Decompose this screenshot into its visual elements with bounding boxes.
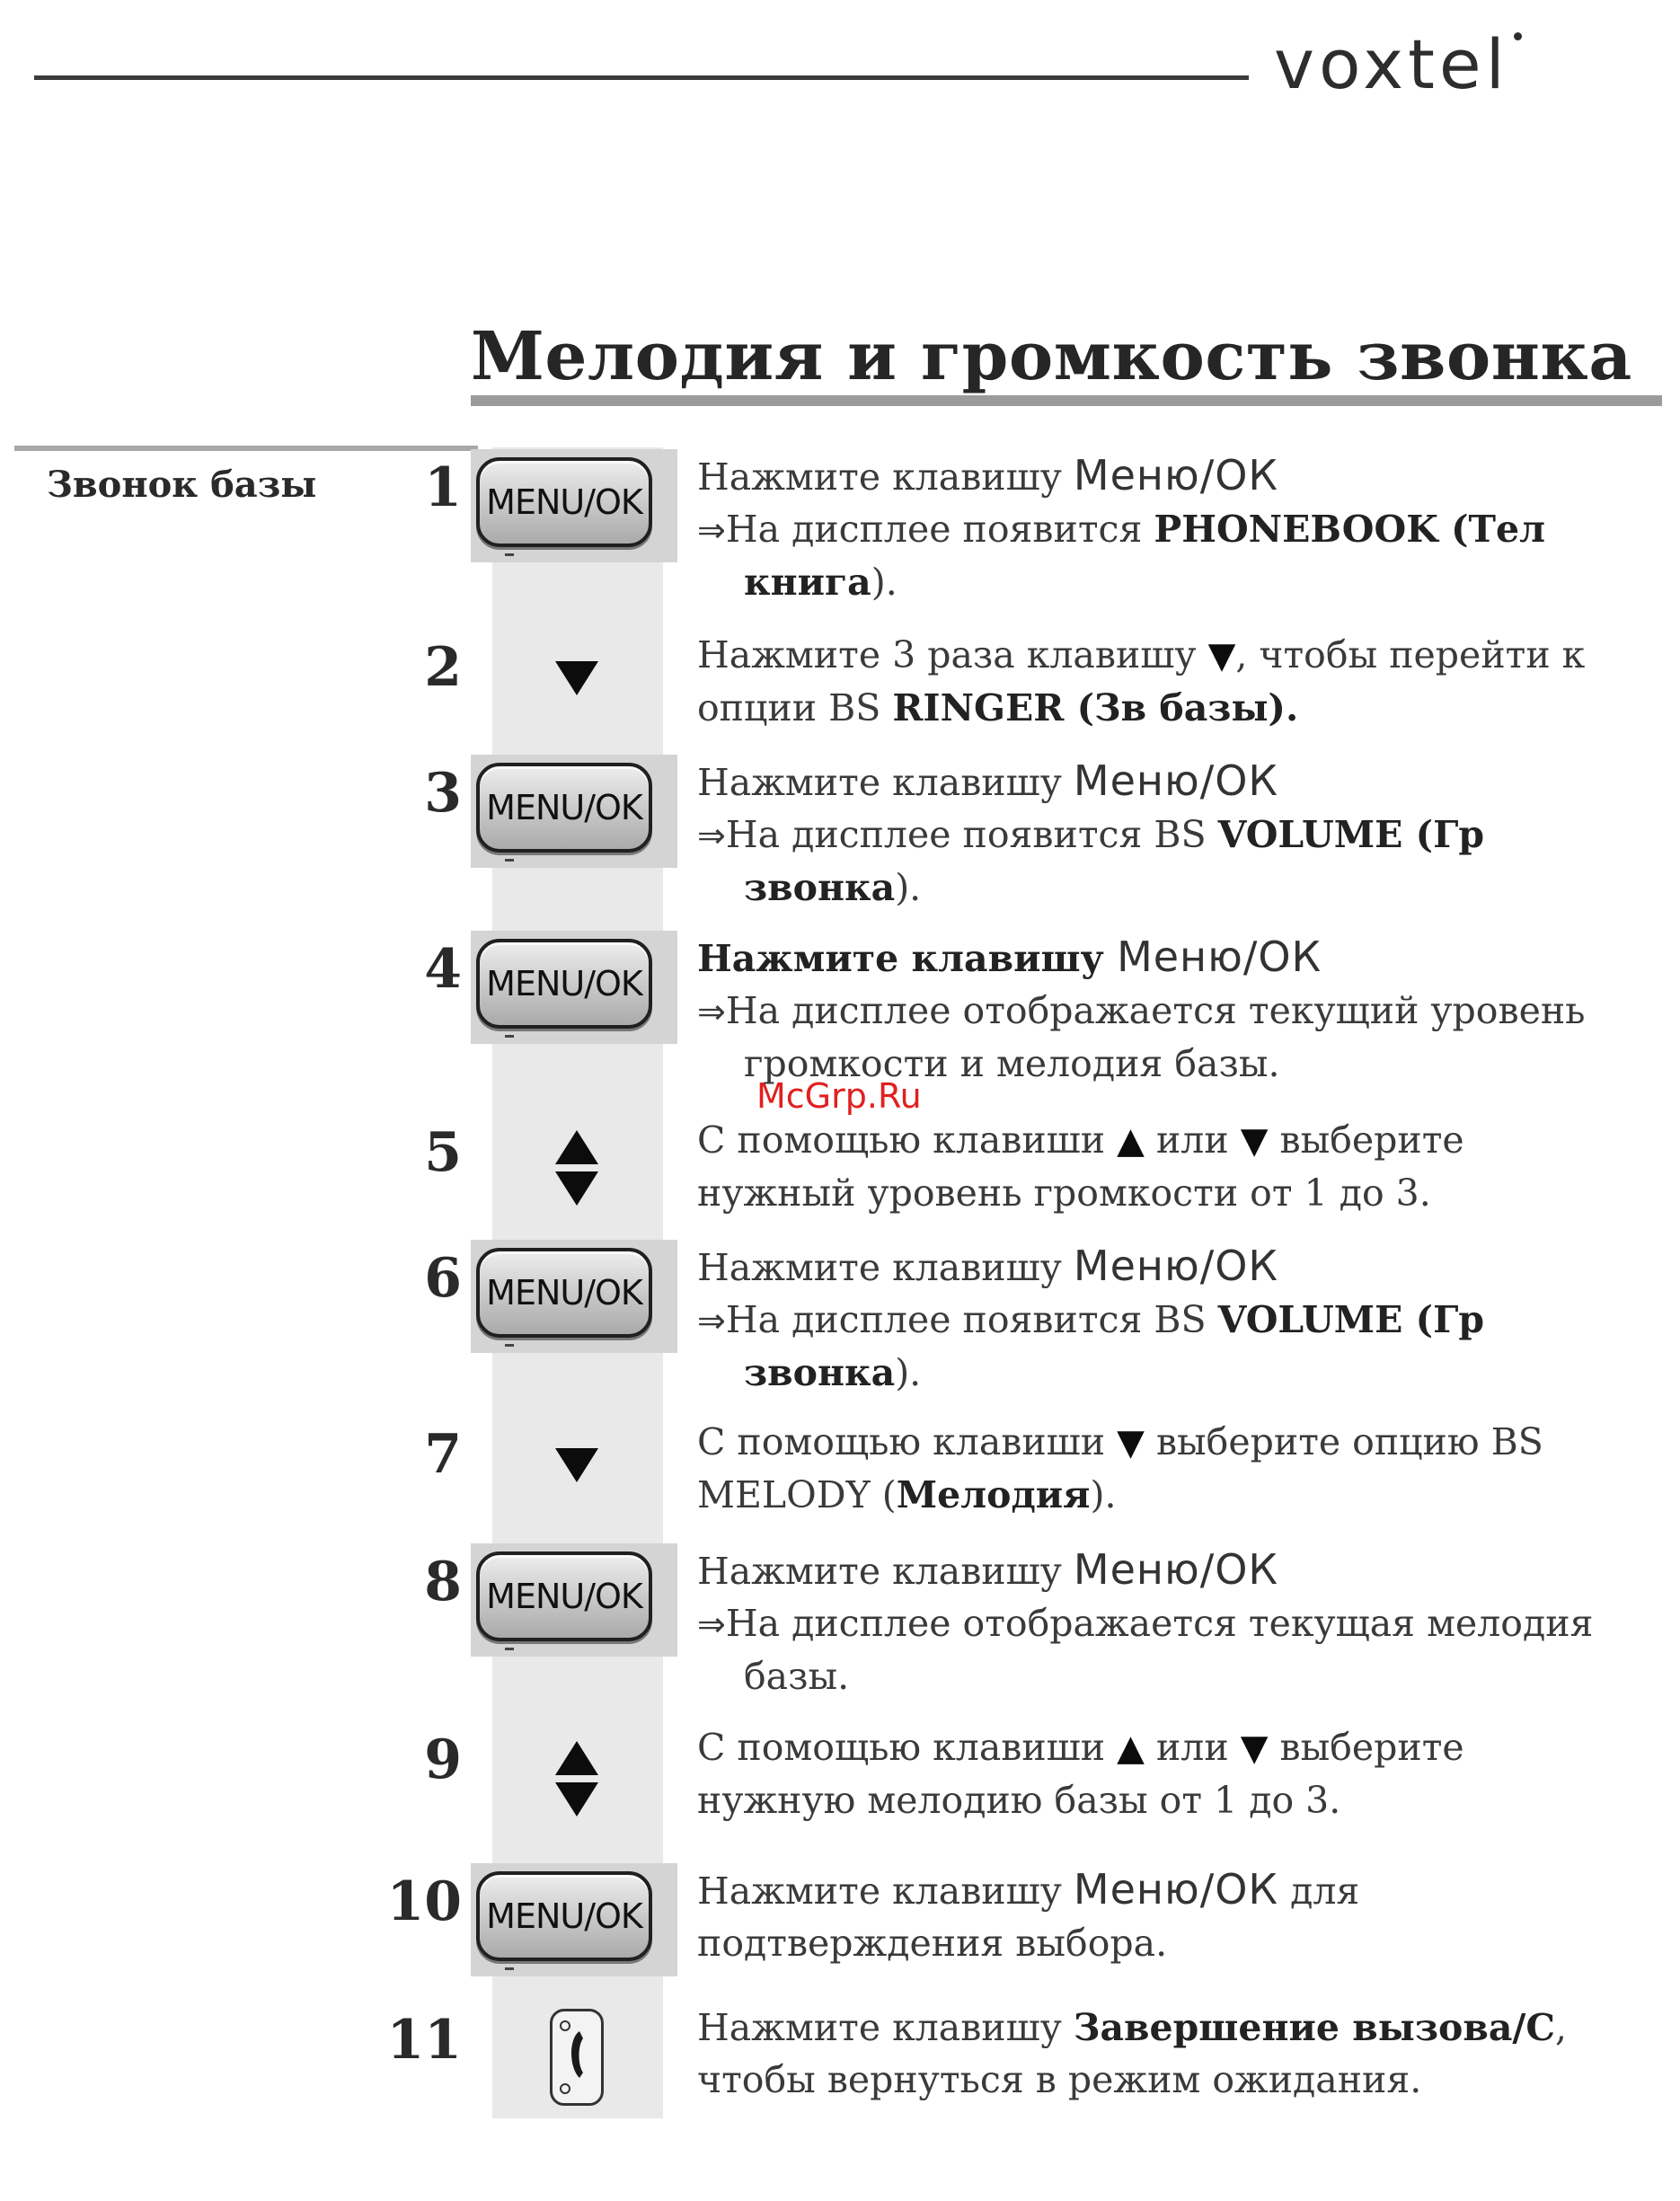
up-arrow-icon [555, 1130, 598, 1164]
step-number: 1 [424, 456, 462, 519]
menu-ok-key: MENU/OK [476, 939, 652, 1029]
header-rule [34, 75, 1249, 80]
down-arrow-icon [555, 1448, 598, 1482]
step-text: Нажмите клавишу Меню/ОК для подтверждения выбора. [697, 1865, 1360, 1965]
step-number: 3 [424, 762, 462, 825]
step-number: 11 [386, 2009, 462, 2072]
handset-icon [553, 2011, 601, 2103]
step-number: 10 [386, 1870, 462, 1933]
end-call-key-icon [550, 2009, 604, 2106]
step-number: 6 [424, 1247, 462, 1310]
step-text: С помощью клавиши ▲ или ▼ выберите нужную мелодию базы от 1 до 3. [697, 1726, 1464, 1822]
step-text: Нажмите клавишу Меню/ОК ⇒На дисплее появится BS VOLUME (Гр звонка). [697, 1242, 1485, 1394]
step-number: 5 [424, 1121, 462, 1184]
step-number: 4 [424, 938, 462, 1001]
down-arrow-icon [555, 1171, 598, 1206]
step-number: 7 [424, 1423, 462, 1486]
step-text: С помощью клавиши ▼ выберите опцию BS MELODY (Мелодия). [697, 1420, 1543, 1516]
watermark: McGrp.Ru [756, 1076, 922, 1116]
step-text: Нажмите клавишу Меню/ОК ⇒На дисплее отображается текущий уровень громкости и мелодия базы. [697, 933, 1586, 1085]
step-number: 9 [424, 1728, 462, 1791]
step-text: Нажмите клавишу Меню/ОК ⇒На дисплее появится PHONEBOOK (Тел книга). [697, 451, 1546, 604]
step-text: Нажмите клавишу Завершение вызова/C, чтобы вернуться в режим ожидания. [697, 2006, 1568, 2101]
step-text: С помощью клавиши ▲ или ▼ выберите нужный уровень громкости от 1 до 3. [697, 1118, 1464, 1215]
section-label: Звонок базы [47, 464, 317, 506]
step-number: 8 [424, 1551, 462, 1613]
up-arrow-icon [555, 1741, 598, 1775]
menu-ok-key: MENU/OK [476, 1871, 652, 1961]
down-arrow-icon [555, 661, 598, 695]
section-rule [14, 446, 478, 451]
step-text: Нажмите клавишу Меню/ОК ⇒На дисплее отображается текущая мелодия базы. [697, 1545, 1594, 1698]
menu-ok-key: MENU/OK [476, 1248, 652, 1338]
step-text: Нажмите 3 раза клавишу ▼, чтобы перейти к опции BS RINGER (Зв базы). [697, 633, 1586, 729]
menu-ok-key: MENU/OK [476, 1551, 652, 1641]
page-title: Мелодия и громкость звонка [471, 318, 1632, 395]
title-underline [471, 395, 1662, 406]
menu-ok-key: MENU/OK [476, 457, 652, 547]
step-text: Нажмите клавишу Меню/ОК ⇒На дисплее появится BS VOLUME (Гр звонка). [697, 756, 1485, 909]
menu-ok-key: MENU/OK [476, 763, 652, 853]
step-number: 2 [424, 636, 462, 699]
down-arrow-icon [555, 1782, 598, 1816]
brand-logo: voxtel [1274, 20, 1509, 110]
